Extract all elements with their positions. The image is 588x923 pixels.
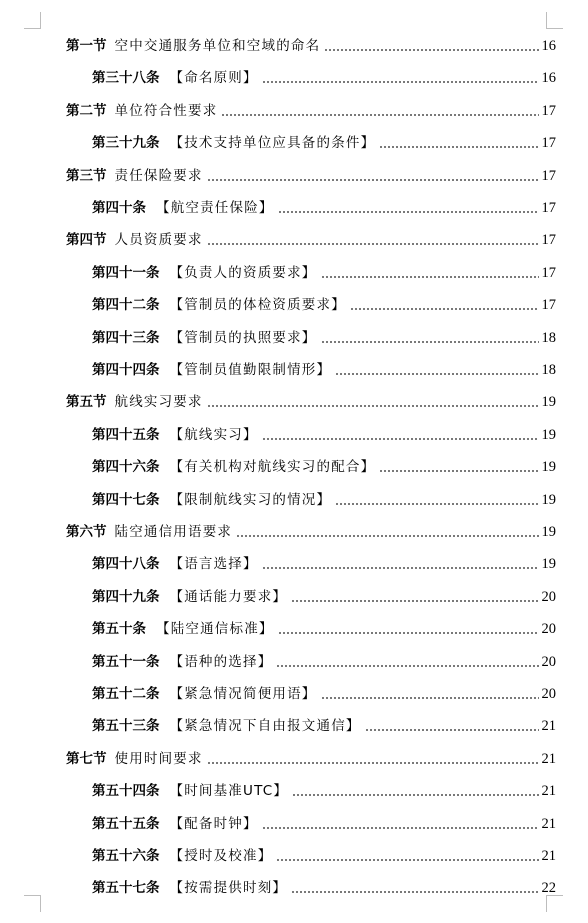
toc-dot-leader: [262, 567, 539, 569]
toc-entry-title: 【语种的选择】: [169, 653, 273, 670]
toc-article-entry[interactable]: [92, 260, 556, 282]
toc-dot-leader: [365, 729, 539, 731]
toc-entry-title: 【负责人的资质要求】: [169, 264, 317, 281]
toc-dot-leader: [321, 276, 539, 278]
toc-page-number: 21: [541, 848, 556, 864]
toc-page-number: 19: [541, 426, 556, 443]
toc-dot-leader: [321, 697, 539, 699]
toc-entry-number: 第五十六条: [92, 848, 160, 864]
toc-article-entry[interactable]: [92, 616, 556, 638]
toc-entry-number: 第五十四条: [92, 783, 160, 800]
toc-page-number: 20: [541, 686, 556, 702]
toc-page-number: 21: [541, 783, 556, 800]
toc-page-number: 18: [541, 329, 556, 346]
toc-entry-number: 第五节: [66, 394, 107, 411]
toc-article-entry[interactable]: [92, 713, 556, 735]
toc-article-entry[interactable]: [92, 325, 556, 347]
toc-entry-number: 第四十条: [92, 200, 146, 216]
toc-page-number: 19: [541, 394, 556, 411]
toc-dot-leader: [321, 341, 539, 343]
toc-page-number: 17: [541, 102, 556, 119]
toc-page-number: 19: [541, 491, 556, 508]
toc-article-entry[interactable]: [92, 843, 556, 865]
toc-article-entry[interactable]: [92, 357, 556, 379]
toc-page-number: 17: [541, 297, 556, 314]
toc-entry-number: 第五十五条: [92, 815, 160, 832]
toc-article-entry[interactable]: [92, 130, 556, 152]
toc-article-entry[interactable]: [92, 292, 556, 314]
toc-page-number: 17: [541, 200, 556, 216]
toc-dot-leader: [276, 859, 538, 861]
toc-article-entry[interactable]: [92, 875, 556, 897]
toc-section-entry[interactable]: [66, 519, 556, 541]
toc-entry-title: 【限制航线实习的情况】: [169, 491, 332, 508]
toc-entry-title: 【命名原则】: [169, 70, 258, 87]
toc-dot-leader: [278, 211, 539, 213]
toc-entry-number: 第一节: [66, 38, 107, 54]
toc-page-number: 19: [541, 556, 556, 573]
toc-dot-leader: [262, 438, 539, 440]
toc-entry-title: 使用时间要求: [114, 750, 203, 767]
toc-entry-number: 第四十四条: [92, 362, 160, 378]
toc-entry-title: 【按需提供时刻】: [169, 880, 288, 897]
toc-article-entry[interactable]: [92, 65, 556, 87]
toc-page-number: 21: [541, 815, 556, 832]
toc-page-number: 17: [541, 232, 556, 249]
toc-entry-number: 第四十七条: [92, 491, 160, 508]
toc-page-number: 21: [541, 750, 556, 767]
page-corner-mark: [24, 895, 41, 912]
toc-entry-title: 【配备时钟】: [169, 815, 258, 832]
toc-section-entry[interactable]: [66, 163, 556, 185]
toc-dot-leader: [207, 762, 539, 764]
toc-entry-title: 【紧急情况下自由报文通信】: [169, 718, 361, 735]
toc-entry-number: 第五十七条: [92, 880, 160, 897]
toc-page-number: 20: [541, 588, 556, 605]
toc-page-number: 19: [541, 459, 556, 476]
toc-section-entry[interactable]: [66, 746, 556, 768]
toc-entry-title: 【语言选择】: [169, 556, 258, 573]
toc-page-number: 17: [541, 264, 556, 281]
toc-article-entry[interactable]: [92, 454, 556, 476]
toc-section-entry[interactable]: [66, 389, 556, 411]
toc-entry-title: 【授时及校准】: [169, 848, 273, 864]
toc-entry-number: 第四十五条: [92, 426, 160, 443]
toc-entry-number: 第五十二条: [92, 686, 160, 702]
toc-entry-title: 【管制员的执照要求】: [169, 329, 317, 346]
toc-dot-leader: [276, 665, 538, 667]
toc-dot-leader: [262, 81, 539, 83]
toc-section-entry[interactable]: [66, 98, 556, 120]
toc-entry-title: 【航空责任保险】: [156, 200, 274, 216]
toc-entry-title: 【技术支持单位应具备的条件】: [169, 135, 376, 152]
toc-article-entry[interactable]: [92, 649, 556, 671]
toc-dot-leader: [379, 146, 538, 148]
toc-page-number: 17: [541, 135, 556, 152]
toc-dot-leader: [236, 535, 538, 537]
toc-entry-title: 人员资质要求: [114, 232, 203, 249]
page-corner-mark: [546, 12, 563, 29]
toc-entry-number: 第二节: [66, 102, 107, 119]
toc-entry-number: 第四十二条: [92, 297, 160, 314]
toc-dot-leader: [335, 503, 538, 505]
toc-dot-leader: [291, 891, 538, 893]
toc-entry-number: 第三节: [66, 167, 107, 184]
toc-entry-title: 空中交通服务单位和空域的命名: [114, 38, 321, 54]
toc-article-entry[interactable]: [92, 778, 556, 800]
toc-dot-leader: [292, 794, 538, 796]
page-corner-mark: [24, 12, 41, 29]
toc-entry-number: 第五十三条: [92, 718, 160, 735]
toc-entry-number: 第四十六条: [92, 459, 160, 476]
toc-page-number: 16: [541, 70, 556, 87]
toc-entry-number: 第三十八条: [92, 70, 160, 87]
toc-entry-title: 陆空通信用语要求: [114, 524, 233, 540]
toc-dot-leader: [379, 470, 538, 472]
toc-entry-title: 【陆空通信标准】: [156, 621, 274, 638]
toc-entry-number: 第四节: [66, 232, 107, 249]
toc-entry-number: 第四十八条: [92, 556, 160, 573]
toc-entry-number: 第四十三条: [92, 329, 160, 346]
toc-section-entry[interactable]: [66, 33, 556, 55]
toc-page-number: 19: [541, 524, 556, 540]
toc-dot-leader: [207, 179, 539, 181]
toc-entry-number: 第五十一条: [92, 653, 160, 670]
toc-dot-leader: [262, 827, 539, 829]
toc-dot-leader: [335, 373, 538, 375]
toc-page-number: 21: [541, 718, 556, 735]
toc-article-entry[interactable]: [92, 422, 556, 444]
toc-entry-title: 【紧急情况简便用语】: [169, 686, 317, 702]
toc-page-number: 20: [541, 621, 556, 638]
toc-section-entry[interactable]: [66, 227, 556, 249]
toc-article-entry[interactable]: [92, 584, 556, 606]
toc-page-number: 22: [541, 880, 556, 897]
toc-entry-title: 【管制员值勤限制情形】: [169, 362, 332, 378]
toc-entry-number: 第四十一条: [92, 264, 160, 281]
toc-dot-leader: [350, 308, 539, 310]
toc-article-entry[interactable]: [92, 681, 556, 703]
toc-dot-leader: [278, 632, 539, 634]
toc-entry-title: 航线实习要求: [114, 394, 203, 411]
toc-entry-title: 【有关机构对航线实习的配合】: [169, 459, 376, 476]
toc-entry-title: 【时间基准UTC】: [169, 783, 289, 800]
toc-entry-number: 第五十条: [92, 621, 146, 638]
toc-dot-leader: [324, 49, 538, 51]
toc-entry-title: 责任保险要求: [114, 167, 203, 184]
toc-page-number: 18: [541, 362, 556, 378]
toc-entry-title: 【航线实习】: [169, 426, 258, 443]
toc-article-entry[interactable]: [92, 195, 556, 217]
toc-article-entry[interactable]: [92, 551, 556, 573]
toc-entry-title: 单位符合性要求: [114, 102, 218, 119]
toc-dot-leader: [207, 243, 539, 245]
toc-entry-number: 第六节: [66, 524, 107, 540]
toc-dot-leader: [291, 600, 538, 602]
toc-entry-title: 【管制员的体检资质要求】: [169, 297, 346, 314]
toc-entry-number: 第三十九条: [92, 135, 160, 152]
toc-dot-leader: [221, 114, 538, 116]
toc-article-entry[interactable]: [92, 811, 556, 833]
page-corner-mark: [546, 895, 563, 912]
toc-page-number: 17: [541, 167, 556, 184]
toc-article-entry[interactable]: [92, 487, 556, 509]
toc-page-number: 16: [541, 38, 556, 54]
toc-entry-number: 第四十九条: [92, 588, 160, 605]
toc-entry-number: 第七节: [66, 750, 107, 767]
toc-dot-leader: [207, 405, 539, 407]
toc-entry-title: 【通话能力要求】: [169, 588, 288, 605]
toc-page-number: 20: [541, 653, 556, 670]
